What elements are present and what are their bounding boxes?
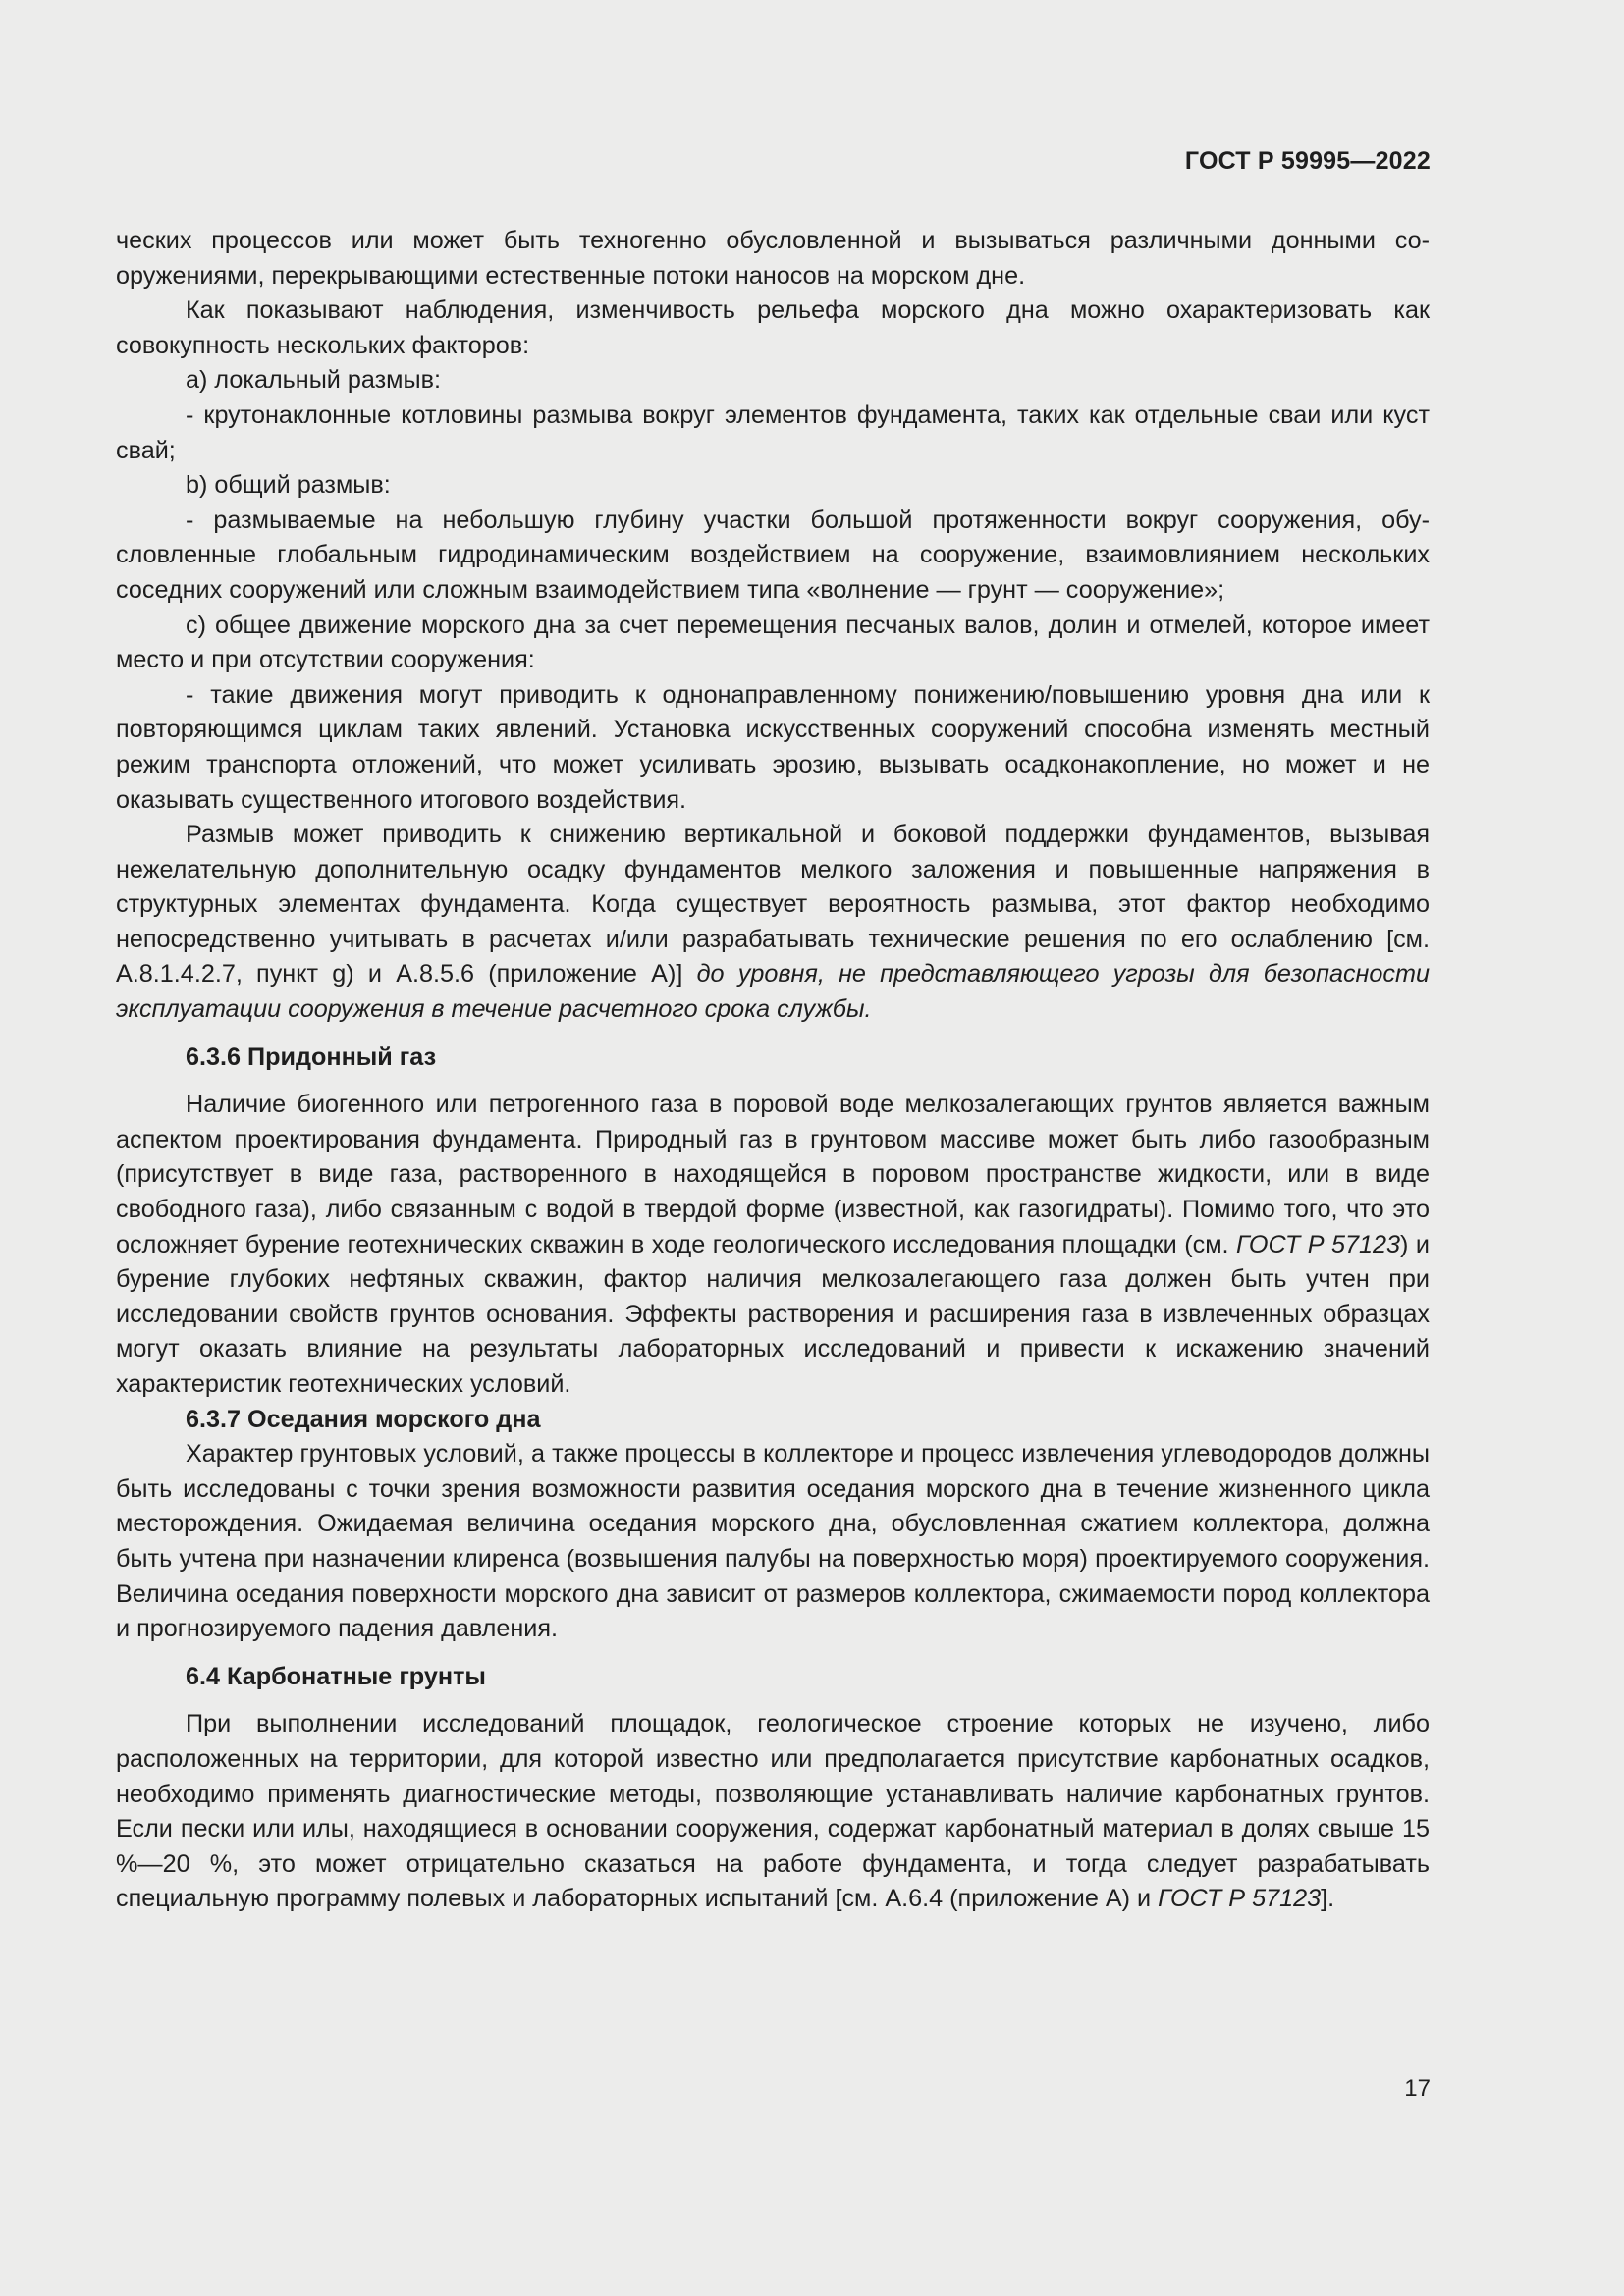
list-subitem-c: - такие движения могут приводить к однонаправленному понижению/повышению уровня дна или к повторяющимся циклам таких явлений. Установка искусственных сооружений способна изменять местный режим транспорта отложений, что может усиливать эрозию, вызывать осадконакопление, но может и не оказывать существенного итогового воздействия. xyxy=(116,680,1430,814)
paragraph-bottom-gas xyxy=(116,1088,1430,1402)
list-item-a: a) локальный размыв: xyxy=(186,366,441,395)
gas-text-part2: ) и бурение глубоких нефтяных скважин, фактор наличия мелкозалегающего газа должен быть учтен при исследовании свойств грунтов основания. Эффекты растворения и расширения газа в извлеченных образцах могут оказать влияние на результаты лабораторных исследований и привести к искажению значений характеристик геотехнических условий. xyxy=(116,1230,1430,1398)
paragraph-continuation: ческих процессов или может быть техногенно обусловленной и вызываться различными донными сооружениями, перекрывающими естественные потоки наносов на морском дне. xyxy=(116,227,1430,290)
gost-reference: ГОСТ Р 57123 xyxy=(1158,1885,1322,1913)
gost-reference: ГОСТ Р 57123 xyxy=(1236,1230,1401,1258)
carbonate-text-part1: При выполнении исследований площадок, геологическое строение которых не изучено, либо расположенных на территории, для которой известно или предполагается присутствие карбонатных осадков, необходимо применять диагностические методы, позволяющие устанавливать наличие карбонатных грунтов. Если пески или илы, находящиеся в основании сооружения, содержат карбонатный материал в долях свыше 15 %—20 %, это может отрицательно сказаться на работе фундамента, и тогда следует разрабатывать специальную программу полевых и лабораторных испытаний [см. А.6.4 (приложение А) и xyxy=(116,1710,1430,1913)
list-subitem-b: - размываемые на небольшую глубину участки большой протяженности вокруг сооружения, обусловленные глобальным гидродинамическим воздействием на сооружение, взаимовлиянием нескольких соседних сооружений или сложным взаимодействием типа «волнение — грунт — сооружение»; xyxy=(116,506,1430,604)
section-heading-6-4: 6.4 Карбонатные грунты xyxy=(186,1662,486,1690)
document-id-header: ГОСТ Р 59995—2022 xyxy=(1184,147,1431,175)
paragraph-seabed-subsidence: Характер грунтовых условий, а также процессы в коллекторе и процесс извлечения углеводородов должны быть исследованы с точки зрения возможности развития оседания морского дна в течение жизненного цикла месторождения. Ожидаемая величина оседания морского дна, обусловленная сжатием коллектора, должна быть учтена при назначении клиренса (возвышения палубы на поверхностью моря) проектируемого сооружения. Величина оседания поверхности морского дна зависит от размеров коллектора, сжимаемости пород коллектора и прогнозируемого падения давления. xyxy=(116,1440,1430,1643)
scour-text: Размыв может приводить к снижению вертикальной и боковой поддержки фундаментов, вызывая нежелательную дополнительную осадку фундаментов мелкого заложения и повышенные напряжения в структурных элементах фундамента. Когда существует вероятность размыва, этот фактор необходимо непосредственно учитывать в расчетах и/или разрабатывать технические решения по его ослаблению [см. А.8.1.4.2.7, пункт g) и А.8.5.6 (приложение А)] xyxy=(116,821,1430,988)
list-item-b: b) общий размыв: xyxy=(186,471,391,500)
section-heading-6-3-7: 6.3.7 Оседания морского дна xyxy=(186,1405,541,1433)
section-heading-6-3-6: 6.3.6 Придонный газ xyxy=(186,1042,437,1071)
carbonate-text-part2: ]. xyxy=(1321,1885,1335,1913)
list-subitem-a: - крутонаклонные котловины размыва вокруг элементов фундамента, таких как отдельные сваи или куст свай; xyxy=(116,400,1430,464)
paragraph-carbonate-soils xyxy=(116,1707,1430,1917)
scour-italic-text: до уровня, не представляющего угрозы для безопасности эксплуатации сооружения в течение расчетного срока службы. xyxy=(116,960,1431,1024)
paragraph-observations: Как показывают наблюдения, изменчивость рельефа морского дна можно охарактеризовать как совокупность нескольких факторов: xyxy=(116,296,1430,359)
page-number: 17 xyxy=(1404,2075,1431,2102)
document-body xyxy=(116,224,1430,1917)
list-item-c: c) общее движение морского дна за счет перемещения песчаных валов, долин и отмелей, которое имеет место и при отсутствии сооружения: xyxy=(116,611,1430,674)
gas-text-part1: Наличие биогенного или петрогенного газа в поровой воде мелкозалегающих грунтов является важным аспектом проектирования фундамента. Природный газ в грунтовом массиве может быть либо газообразным (присутствует в виде газа, растворенного в находящейся в поровом пространстве жидкости, или в виде свободного газа), либо связанным с водой в твердой форме (известной, как газогидраты). Помимо того, что это осложняет бурение геотехнических скважин в ходе геологического исследования площадки (см. xyxy=(116,1091,1430,1258)
paragraph-scour-effects xyxy=(116,818,1430,1028)
